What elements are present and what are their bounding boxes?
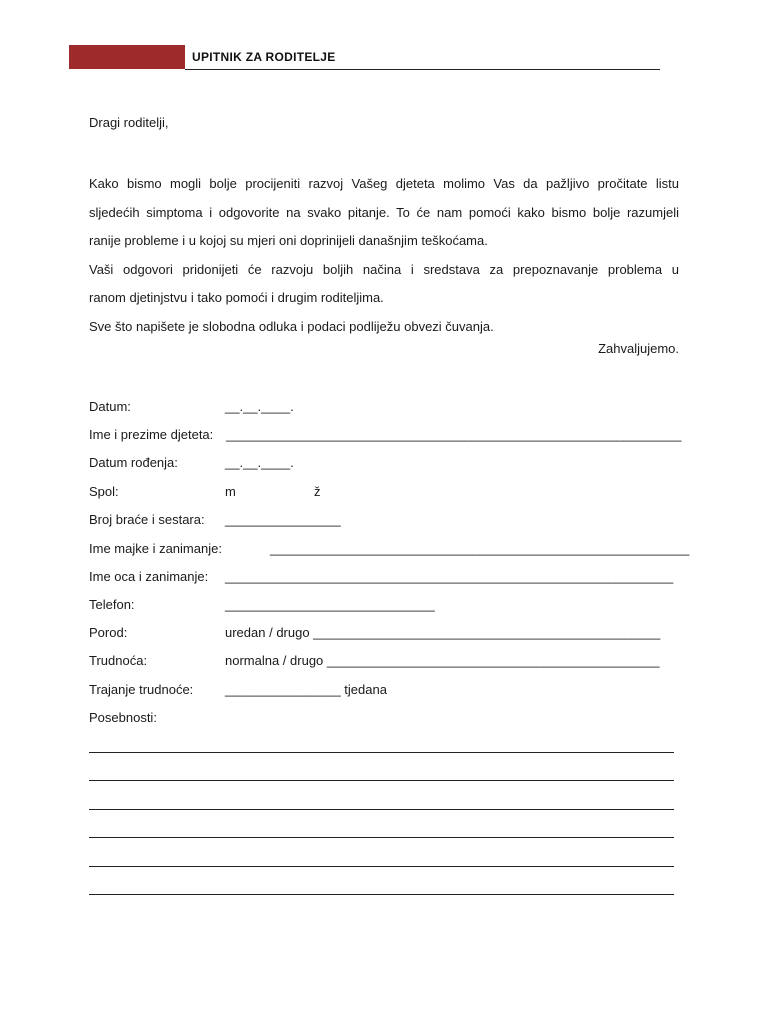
intro-line: ranom djetinjstvu i tako pomoći i drugim roditeljima. [89, 290, 384, 305]
sex-option-z[interactable]: ž [314, 484, 321, 499]
sex-option-m[interactable]: m [225, 484, 236, 499]
notes-line[interactable] [89, 837, 674, 838]
father-label: Ime oca i zanimanje: [89, 569, 209, 584]
header-accent-bar [69, 45, 185, 69]
header-underline [185, 69, 660, 70]
sex-label: Spol: [89, 484, 119, 499]
pregnancy-field[interactable]: normalna / drugo ______________________________________________ [225, 653, 660, 668]
birth-date-field[interactable]: __.__.____. [225, 455, 294, 470]
closing-thanks: Zahvaljujemo. [598, 341, 679, 356]
notes-line[interactable] [89, 752, 674, 753]
notes-label: Posebnosti: [89, 710, 157, 725]
siblings-field[interactable]: ________________ [225, 512, 341, 527]
notes-line[interactable] [89, 780, 674, 781]
intro-line: Vaši odgovori pridonijeti će razvoju boljih načina i sredstava za prepoznavanje problema u [89, 261, 679, 277]
pregnancy-duration-label: Trajanje trudnoće: [89, 682, 194, 697]
birth-type-label: Porod: [89, 625, 128, 640]
mother-field[interactable]: __________________________________________________________ [270, 541, 690, 556]
father-field[interactable]: ______________________________________________________________ [225, 569, 674, 584]
notes-line[interactable] [89, 894, 674, 895]
child-name-field[interactable]: _______________________________________________________________ [226, 427, 682, 442]
intro-line: sljedećih simptoma i odgovorite na svako pitanje. To će nam pomoći kako bismo bolje razumjeli [89, 204, 679, 220]
notes-line[interactable] [89, 866, 674, 867]
phone-label: Telefon: [89, 597, 135, 612]
greeting: Dragi roditelji, [89, 115, 169, 130]
datum-label: Datum: [89, 399, 131, 414]
intro-line: Sve što napišete je slobodna odluka i podaci podliježu obvezi čuvanja. [89, 318, 494, 334]
phone-field[interactable]: _____________________________ [225, 597, 435, 612]
siblings-label: Broj braće i sestara: [89, 512, 205, 527]
mother-label: Ime majke i zanimanje: [89, 541, 222, 556]
pregnancy-duration-field[interactable]: ________________ tjedana [225, 682, 387, 697]
child-name-label: Ime i prezime djeteta: [89, 427, 214, 442]
intro-line: Kako bismo mogli bolje procijeniti razvoj Vašeg djeteta molimo Vas da pažljivo pročitate listu [89, 176, 679, 191]
datum-field[interactable]: __.__.____. [225, 399, 294, 414]
birth-date-label: Datum rođenja: [89, 455, 178, 470]
pregnancy-label: Trudnoća: [89, 653, 148, 668]
intro-line: ranije probleme i u kojoj su mjeri oni doprinijeli današnjim teškoćama. [89, 233, 488, 248]
birth-type-field[interactable]: uredan / drugo ________________________________________________ [225, 625, 661, 640]
document-title: UPITNIK ZA RODITELJE [192, 50, 336, 64]
notes-line[interactable] [89, 809, 674, 810]
intro-text [89, 170, 679, 341]
